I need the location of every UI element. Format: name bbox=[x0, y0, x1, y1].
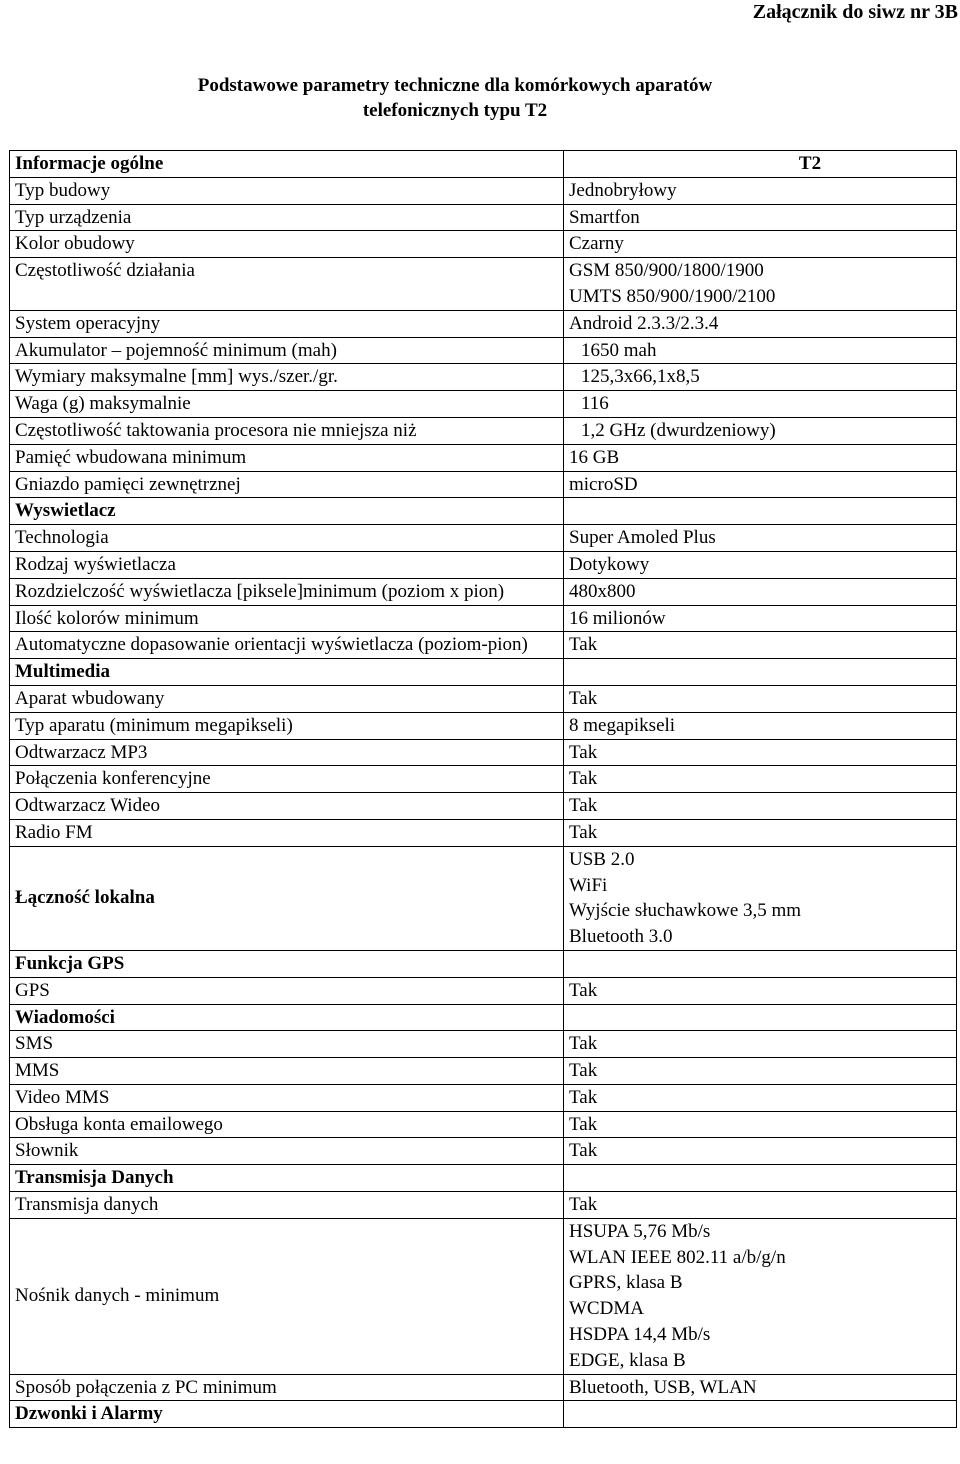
param-value: Tak bbox=[564, 739, 957, 766]
table-row bbox=[10, 177, 957, 204]
param-value: Tak bbox=[564, 819, 957, 846]
table-row bbox=[10, 1111, 957, 1138]
table-row bbox=[10, 551, 957, 578]
param-value: Tak bbox=[564, 1031, 957, 1058]
param-label: Typ budowy bbox=[10, 177, 564, 204]
param-label: Kolor obudowy bbox=[10, 231, 564, 258]
table-row bbox=[10, 977, 957, 1004]
table-row bbox=[10, 498, 957, 525]
param-value: 16 milionów bbox=[564, 605, 957, 632]
param-label: Typ aparatu (minimum megapikseli) bbox=[10, 712, 564, 739]
table-row bbox=[10, 525, 957, 552]
param-label: System operacyjny bbox=[10, 310, 564, 337]
table-row bbox=[10, 1165, 957, 1192]
model-header: T2 bbox=[564, 151, 957, 178]
spec-table bbox=[9, 150, 957, 1428]
param-label: Rozdzielczość wyświetlacza [piksele]minimum (poziom x pion) bbox=[10, 578, 564, 605]
attachment-label: Załącznik do siwz nr 3B bbox=[752, 1, 958, 23]
table-row bbox=[10, 1218, 957, 1374]
param-value: 480x800 bbox=[564, 578, 957, 605]
param-value: Tak bbox=[564, 793, 957, 820]
table-row bbox=[10, 310, 957, 337]
param-value: microSD bbox=[564, 471, 957, 498]
table-row bbox=[10, 712, 957, 739]
table-row bbox=[10, 444, 957, 471]
table-row bbox=[10, 151, 957, 178]
param-label: Rodzaj wyświetlacza bbox=[10, 551, 564, 578]
table-row bbox=[10, 846, 957, 950]
param-value: Tak bbox=[564, 1192, 957, 1219]
param-label: Obsługa konta emailowego bbox=[10, 1111, 564, 1138]
param-value: 1,2 GHz (dwurdzeniowy) bbox=[564, 417, 957, 444]
table-row bbox=[10, 1004, 957, 1031]
table-row bbox=[10, 819, 957, 846]
table-row bbox=[10, 391, 957, 418]
param-value: 1650 mah bbox=[564, 337, 957, 364]
param-value: Bluetooth, USB, WLAN bbox=[564, 1374, 957, 1401]
table-row bbox=[10, 766, 957, 793]
table-row bbox=[10, 793, 957, 820]
table-row bbox=[10, 364, 957, 391]
param-label: GPS bbox=[10, 977, 564, 1004]
param-label: Aparat wbudowany bbox=[10, 685, 564, 712]
table-row bbox=[10, 258, 957, 311]
param-label: Transmisja danych bbox=[10, 1192, 564, 1219]
param-value: Tak bbox=[564, 632, 957, 659]
section-header-messages: Wiadomości bbox=[10, 1004, 564, 1031]
table-row bbox=[10, 1374, 957, 1401]
title-line-1: Podstawowe parametry techniczne dla komórkowych aparatów bbox=[197, 75, 713, 96]
table-row bbox=[10, 605, 957, 632]
param-value: GSM 850/900/1800/1900 UMTS 850/900/1900/2100 bbox=[564, 258, 957, 311]
param-label: Typ urządzenia bbox=[10, 204, 564, 231]
param-value: 125,3x66,1x8,5 bbox=[564, 364, 957, 391]
table-row bbox=[10, 1401, 957, 1428]
table-row bbox=[10, 685, 957, 712]
param-label: Waga (g) maksymalnie bbox=[10, 391, 564, 418]
param-value: Android 2.3.3/2.3.4 bbox=[564, 310, 957, 337]
table-row bbox=[10, 337, 957, 364]
param-value bbox=[564, 1165, 957, 1192]
param-label: Odtwarzacz MP3 bbox=[10, 739, 564, 766]
table-row bbox=[10, 1031, 957, 1058]
param-label: Gniazdo pamięci zewnętrznej bbox=[10, 471, 564, 498]
section-header-ringtones-alarms: Dzwonki i Alarmy bbox=[10, 1401, 564, 1428]
param-label: Wymiary maksymalne [mm] wys./szer./gr. bbox=[10, 364, 564, 391]
table-row bbox=[10, 204, 957, 231]
table-row bbox=[10, 632, 957, 659]
param-label: Częstotliwość taktowania procesora nie mniejsza niż bbox=[10, 417, 564, 444]
param-label: Akumulator – pojemność minimum (mah) bbox=[10, 337, 564, 364]
param-label: Technologia bbox=[10, 525, 564, 552]
param-value: Tak bbox=[564, 766, 957, 793]
table-row bbox=[10, 417, 957, 444]
param-value: 16 GB bbox=[564, 444, 957, 471]
param-value bbox=[564, 950, 957, 977]
section-header-local-connectivity: Łączność lokalna bbox=[10, 846, 564, 950]
table-row bbox=[10, 1138, 957, 1165]
param-label: Video MMS bbox=[10, 1084, 564, 1111]
param-value bbox=[564, 1004, 957, 1031]
param-value: Tak bbox=[564, 1084, 957, 1111]
param-label: Słownik bbox=[10, 1138, 564, 1165]
table-row bbox=[10, 950, 957, 977]
param-value: Super Amoled Plus bbox=[564, 525, 957, 552]
table-row bbox=[10, 1084, 957, 1111]
param-label: Połączenia konferencyjne bbox=[10, 766, 564, 793]
param-label: Pamięć wbudowana minimum bbox=[10, 444, 564, 471]
param-value: HSUPA 5,76 Mb/s WLAN IEEE 802.11 a/b/g/n GPRS, klasa B WCDMA HSDPA 14,4 Mb/s EDGE, klasa B bbox=[564, 1218, 957, 1374]
param-value bbox=[564, 659, 957, 686]
document-title bbox=[110, 73, 800, 123]
param-label: SMS bbox=[10, 1031, 564, 1058]
table-row bbox=[10, 231, 957, 258]
param-value: 116 bbox=[564, 391, 957, 418]
param-label: MMS bbox=[10, 1058, 564, 1085]
section-header-display: Wyswietlacz bbox=[10, 498, 564, 525]
param-value bbox=[564, 1401, 957, 1428]
param-label: Nośnik danych - minimum bbox=[10, 1218, 564, 1374]
param-value: Tak bbox=[564, 1058, 957, 1085]
param-value: Tak bbox=[564, 977, 957, 1004]
section-header-gps: Funkcja GPS bbox=[10, 950, 564, 977]
section-header-data-transmission: Transmisja Danych bbox=[10, 1165, 564, 1192]
param-value: Jednobryłowy bbox=[564, 177, 957, 204]
param-value: Tak bbox=[564, 1111, 957, 1138]
param-value: Dotykowy bbox=[564, 551, 957, 578]
table-row bbox=[10, 1058, 957, 1085]
param-label: Odtwarzacz Wideo bbox=[10, 793, 564, 820]
param-value: 8 megapikseli bbox=[564, 712, 957, 739]
table-row bbox=[10, 659, 957, 686]
table-row bbox=[10, 578, 957, 605]
title-line-2: telefonicznych typu T2 bbox=[362, 100, 548, 121]
param-value bbox=[564, 498, 957, 525]
param-value: Czarny bbox=[564, 231, 957, 258]
section-header-general: Informacje ogólne bbox=[10, 151, 564, 178]
param-value: USB 2.0 WiFi Wyjście słuchawkowe 3,5 mm Bluetooth 3.0 bbox=[564, 846, 957, 950]
table-row bbox=[10, 471, 957, 498]
param-label: Częstotliwość działania bbox=[10, 258, 564, 311]
param-value: Smartfon bbox=[564, 204, 957, 231]
param-label: Radio FM bbox=[10, 819, 564, 846]
param-value: Tak bbox=[564, 685, 957, 712]
param-value: Tak bbox=[564, 1138, 957, 1165]
param-label: Ilość kolorów minimum bbox=[10, 605, 564, 632]
param-label: Automatyczne dopasowanie orientacji wyświetlacza (poziom-pion) bbox=[10, 632, 564, 659]
section-header-multimedia: Multimedia bbox=[10, 659, 564, 686]
table-row bbox=[10, 739, 957, 766]
param-label: Sposób połączenia z PC minimum bbox=[10, 1374, 564, 1401]
table-row bbox=[10, 1192, 957, 1219]
